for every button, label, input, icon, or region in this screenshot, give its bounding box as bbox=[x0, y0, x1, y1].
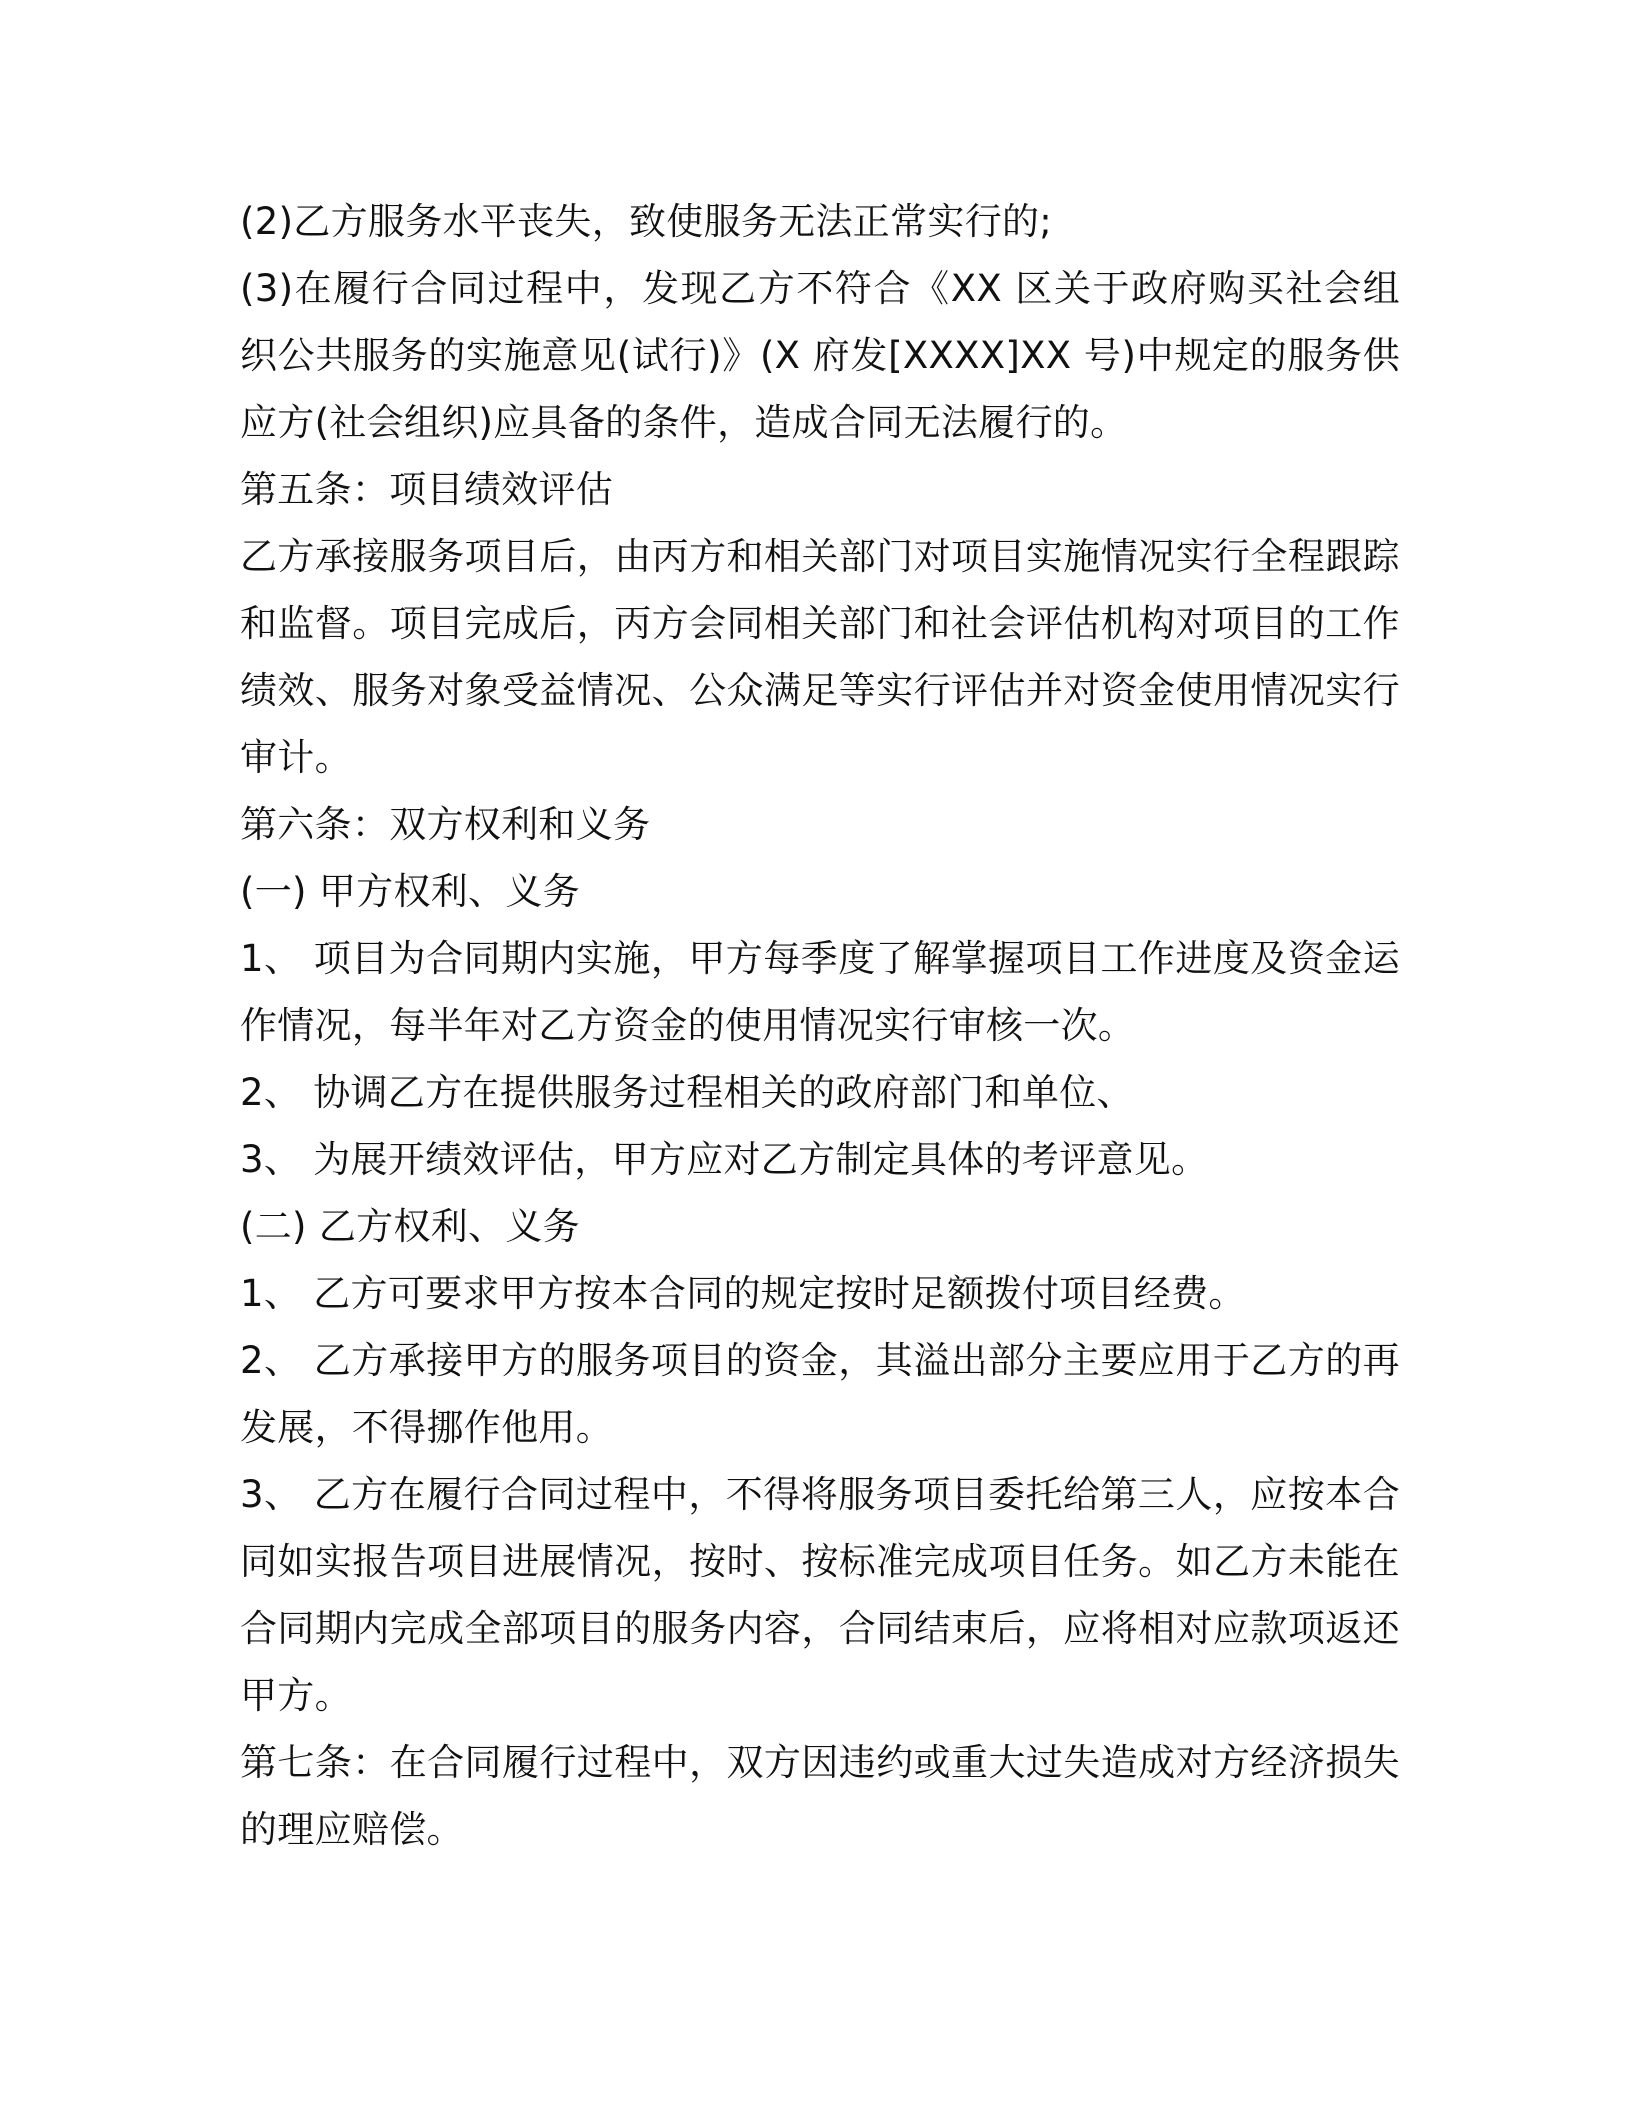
subheading-party-a: (一) 甲方权利、义务 bbox=[240, 870, 580, 913]
paragraph-article-5-body: 乙方承接服务项目后，由丙方和相关部门对项目实施情况实行全程跟踪和监督。项目完成后，丙方会同相关部门和社会评估机构对项目的工作绩效、服务对象受益情况、公众满足等实行评估并对资金使用情况实行审计。 bbox=[240, 535, 1400, 779]
heading-article-5: 第五条：项目绩效评估 bbox=[240, 468, 613, 511]
paragraph-party-b-item-3: 3、 乙方在履行合同过程中，不得将服务项目委托给第三人，应按本合同如实报告项目进展情况，按时、按标准完成项目任务。如乙方未能在合同期内完成全部项目的服务内容，合同结束后，应将相对应款项返还甲方。 bbox=[240, 1473, 1400, 1717]
subheading-party-b: (二) 乙方权利、义务 bbox=[240, 1205, 580, 1248]
heading-article-6: 第六条：双方权利和义务 bbox=[240, 803, 651, 846]
paragraph-clause-4-item-3: (3)在履行合同过程中，发现乙方不符合《XX 区关于政府购买社会组织公共服务的实施意见(试行)》(X 府发[XXXX]XX 号)中规定的服务供应方(社会组织)应具备的条件，造成合同无法履行的。 bbox=[240, 267, 1400, 444]
paragraph-clause-4-item-2: (2)乙方服务水平丧失，致使服务无法正常实行的; bbox=[240, 200, 1053, 243]
paragraph-party-a-item-1: 1、 项目为合同期内实施，甲方每季度了解掌握项目工作进度及资金运作情况，每半年对乙方资金的使用情况实行审核一次。 bbox=[240, 937, 1400, 1047]
paragraph-party-a-item-3: 3、 为展开绩效评估，甲方应对乙方制定具体的考评意见。 bbox=[240, 1138, 1209, 1181]
paragraph-party-b-item-1: 1、 乙方可要求甲方按本合同的规定按时足额拨付项目经费。 bbox=[240, 1272, 1246, 1315]
paragraph-party-a-item-2: 2、 协调乙方在提供服务过程相关的政府部门和单位、 bbox=[240, 1071, 1134, 1114]
paragraph-party-b-item-2: 2、 乙方承接甲方的服务项目的资金，其溢出部分主要应用于乙方的再发展，不得挪作他用。 bbox=[240, 1339, 1400, 1449]
document-body bbox=[240, 188, 1400, 1863]
paragraph-article-7: 第七条：在合同履行过程中，双方因违约或重大过失造成对方经济损失的理应赔偿。 bbox=[240, 1741, 1400, 1851]
